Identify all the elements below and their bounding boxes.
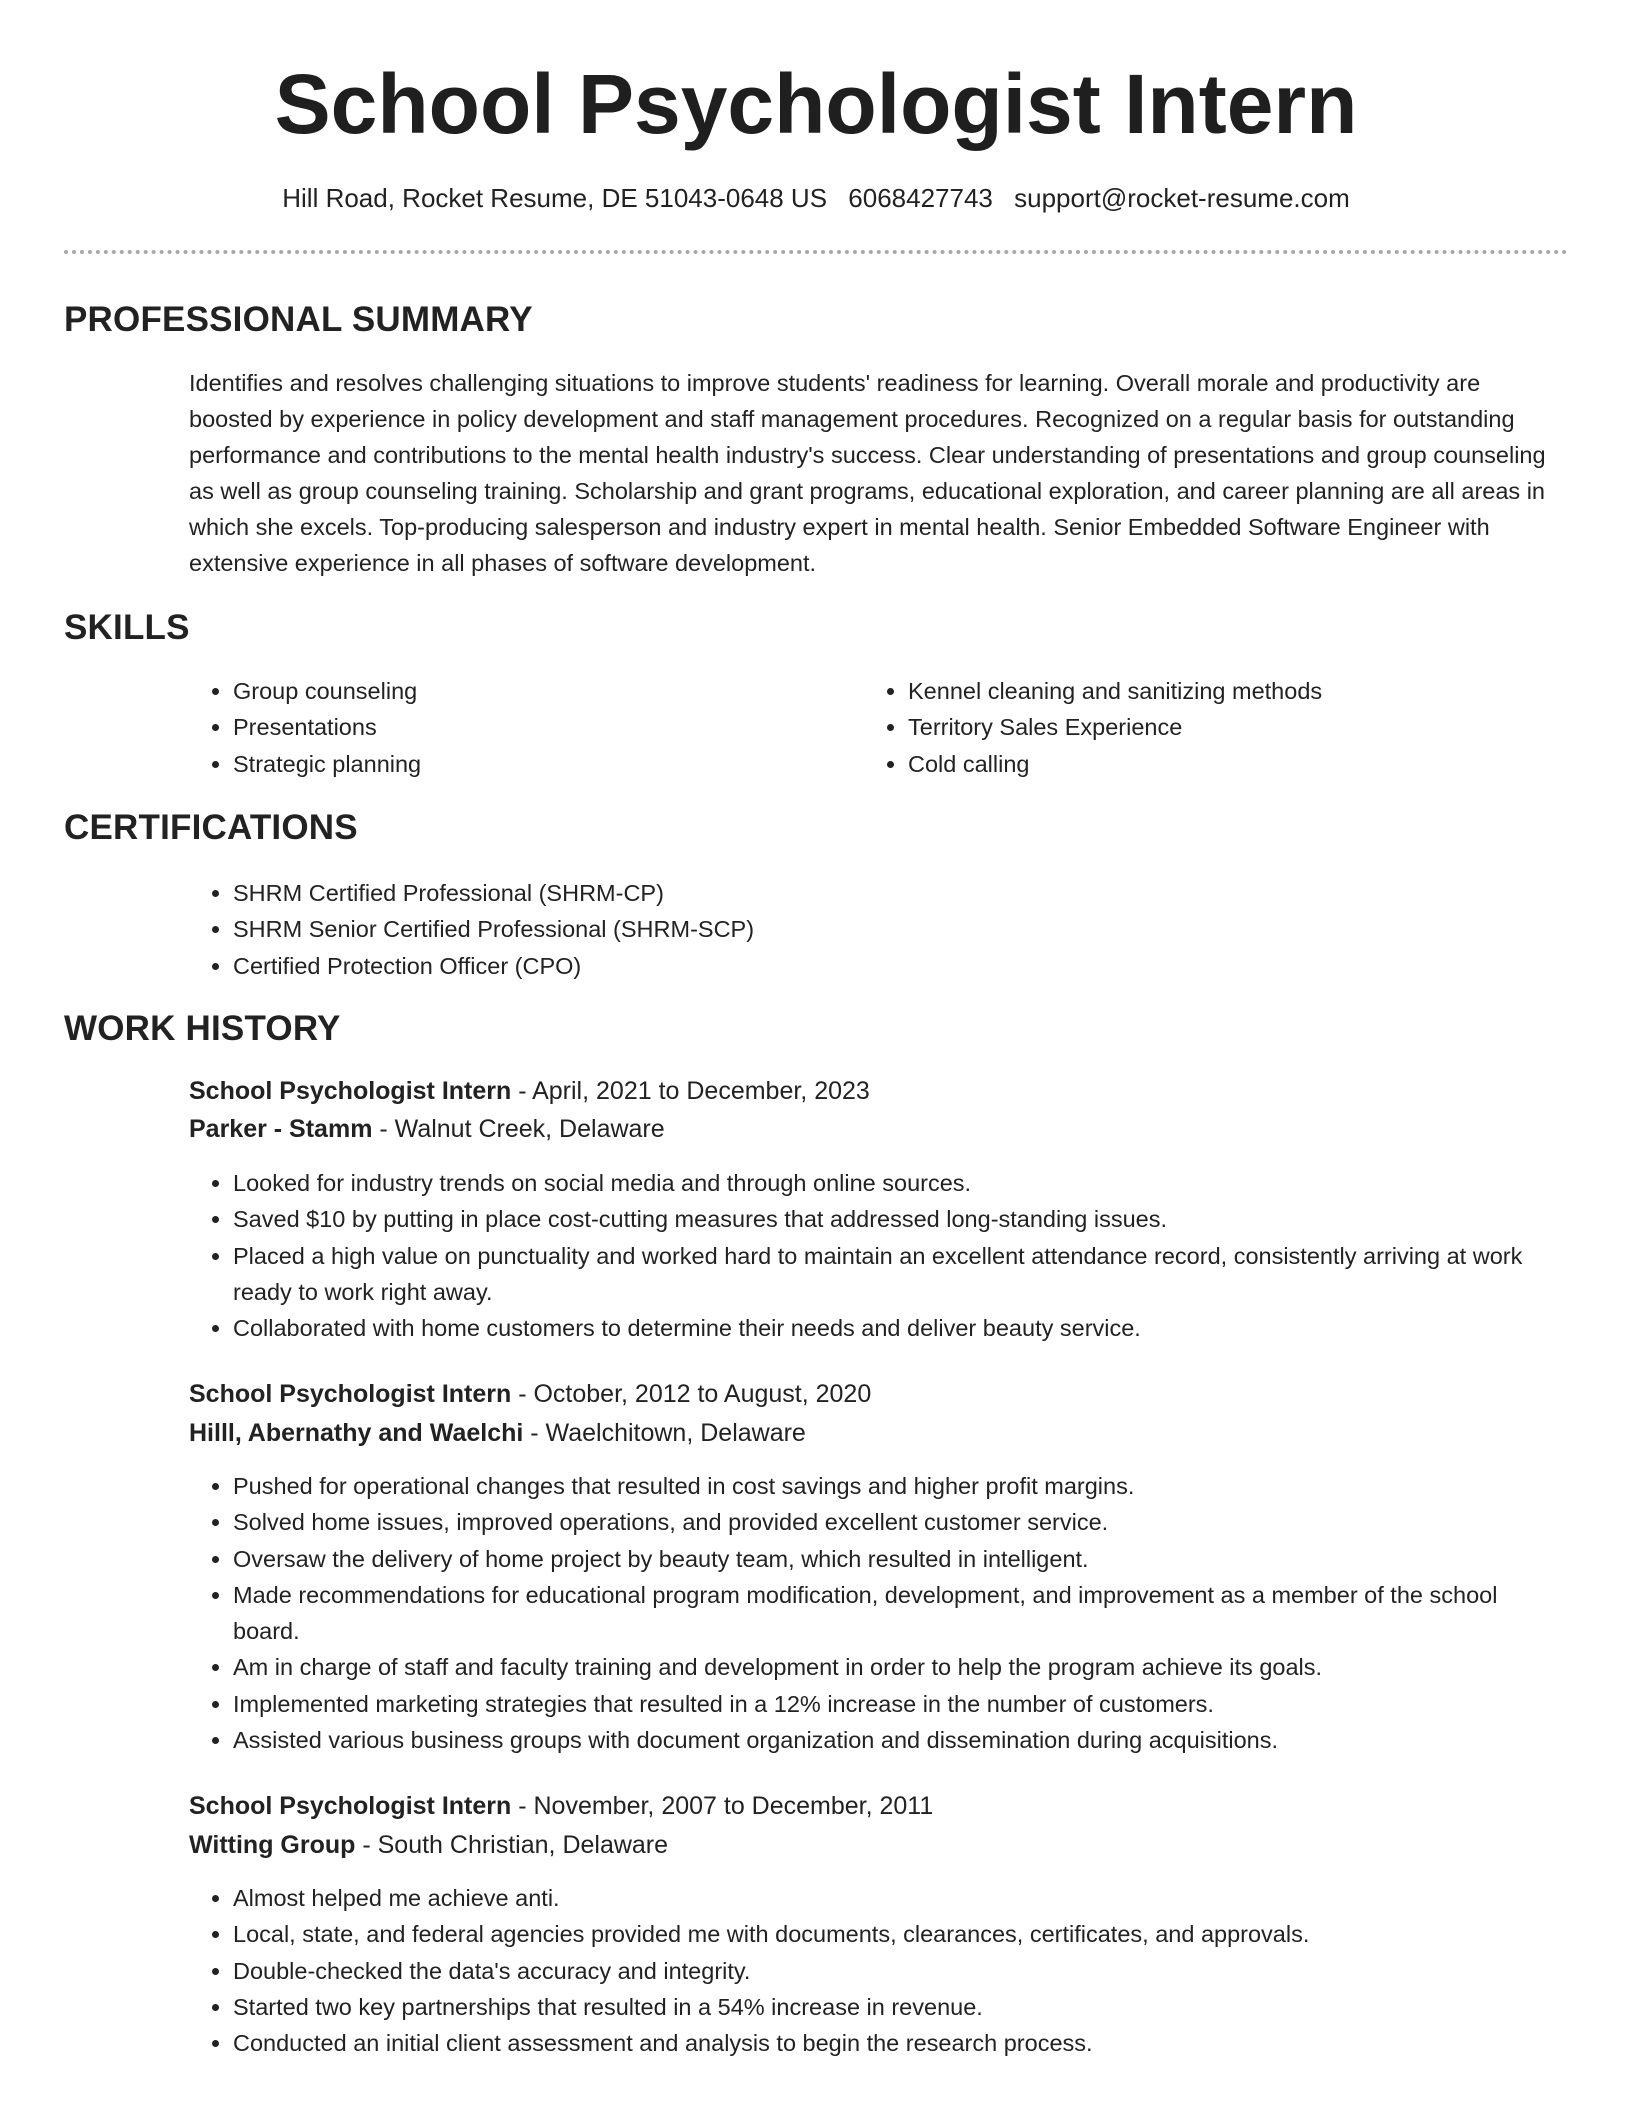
job-bullet: • Saved $10 by putting in place cost-cutting measures that addressed long-standing issues. [233, 1201, 1567, 1237]
certification-item: • SHRM Certified Professional (SHRM-CP) [233, 875, 1389, 911]
job-title-line [189, 1072, 1567, 1110]
certification-item: • Certified Protection Officer (CPO) [233, 948, 1389, 984]
job-company: Parker - Stamm [189, 1115, 373, 1143]
job-bullets [189, 1165, 1567, 1346]
skills-column-right [864, 673, 1484, 782]
job-company: Witting Group [189, 1831, 356, 1859]
certifications-list [189, 875, 1389, 984]
skill-item: • Territory Sales Experience [908, 709, 1484, 745]
job-bullet: • Placed a high value on punctuality and worked hard to maintain an excellent attendance record, consistently arriving at work ready to work right away. [233, 1238, 1567, 1311]
job-bullet: • Looked for industry trends on social media and through online sources. [233, 1165, 1567, 1201]
contact-address: Hill Road, Rocket Resume, DE 51043-0648 US [282, 183, 828, 213]
contact-email: support@rocket-resume.com [1014, 183, 1350, 213]
contact-line [0, 178, 1632, 218]
job-bullet: • Made recommendations for educational program modification, development, and improvement as a member of the school board. [233, 1577, 1567, 1650]
job-company-line [189, 1414, 1567, 1452]
job-bullet: • Solved home issues, improved operations, and provided excellent customer service. [233, 1504, 1567, 1540]
job-dates: - October, 2012 to August, 2020 [511, 1380, 872, 1408]
job-bullet: • Pushed for operational changes that resulted in cost savings and higher profit margins. [233, 1468, 1567, 1504]
job-bullet: • Assisted various business groups with document organization and dissemination during acquisitions. [233, 1722, 1567, 1758]
resume-name: School Psychologist Intern [274, 57, 1358, 151]
certifications-heading: CERTIFICATIONS [64, 808, 358, 847]
job-location: - Walnut Creek, Delaware [372, 1115, 665, 1143]
summary-heading: PROFESSIONAL SUMMARY [64, 300, 533, 339]
skills-column-left [189, 673, 809, 782]
job-dates: - November, 2007 to December, 2011 [511, 1792, 934, 1820]
job-bullet: • Almost helped me achieve anti. [233, 1880, 1567, 1916]
skill-item: • Kennel cleaning and sanitizing methods [908, 673, 1484, 709]
contact-phone: 6068427743 [848, 183, 993, 213]
skills-heading: SKILLS [64, 608, 190, 647]
job-bullet: • Local, state, and federal agencies provided me with documents, clearances, certificates, and approvals. [233, 1916, 1567, 1952]
job-location: - Waelchitown, Delaware [523, 1419, 806, 1447]
job-title-line [189, 1787, 1567, 1825]
skill-item: • Strategic planning [233, 746, 809, 782]
job-bullet: • Oversaw the delivery of home project by beauty team, which resulted in intelligent. [233, 1541, 1567, 1577]
summary-text: Identifies and resolves challenging situations to improve students' readiness for learning. Overall morale and productivity are boosted by experience in policy development and staff management procedures. Recognized on a regular basis for outstanding performance and contributions to the mental health industry's success. Clear understanding of presentations and group counseling as well as group counseling training. Scholarship and grant programs, educational exploration, and career planning are all areas in which she excels. Top-producing salesperson and industry expert in mental health. Senior Embedded Software Engineer with extensive experience in all phases of software development. [189, 370, 1546, 576]
work-history-heading: WORK HISTORY [64, 1009, 341, 1048]
job-title-line [189, 1375, 1567, 1413]
job-bullet: • Implemented marketing strategies that resulted in a 12% increase in the number of customers. [233, 1686, 1567, 1722]
certification-item: • SHRM Senior Certified Professional (SHRM-SCP) [233, 911, 1389, 947]
job-bullets [189, 1468, 1567, 1758]
job-bullets [189, 1880, 1567, 2061]
job-company: Hilll, Abernathy and Waelchi [189, 1419, 524, 1447]
job-company-line [189, 1110, 1567, 1148]
job-bullet: • Double-checked the data's accuracy and integrity. [233, 1953, 1567, 1989]
job-bullet: • Conducted an initial client assessment and analysis to begin the research process. [233, 2025, 1567, 2061]
skill-item: • Presentations [233, 709, 809, 745]
job-bullet: • Started two key partnerships that resulted in a 54% increase in revenue. [233, 1989, 1567, 2025]
job-bullet: • Am in charge of staff and faculty training and development in order to help the program achieve its goals. [233, 1649, 1567, 1685]
job-location: - South Christian, Delaware [355, 1831, 669, 1859]
job-role: School Psychologist Intern [189, 1380, 512, 1408]
skill-item: • Cold calling [908, 746, 1484, 782]
skill-item: • Group counseling [233, 673, 809, 709]
job-role: School Psychologist Intern [189, 1792, 512, 1820]
job-bullet: • Collaborated with home customers to determine their needs and deliver beauty service. [233, 1310, 1567, 1346]
job-dates: - April, 2021 to December, 2023 [511, 1077, 870, 1105]
header-divider [64, 250, 1568, 254]
job-company-line [189, 1826, 1567, 1864]
job-role: School Psychologist Intern [189, 1077, 512, 1105]
